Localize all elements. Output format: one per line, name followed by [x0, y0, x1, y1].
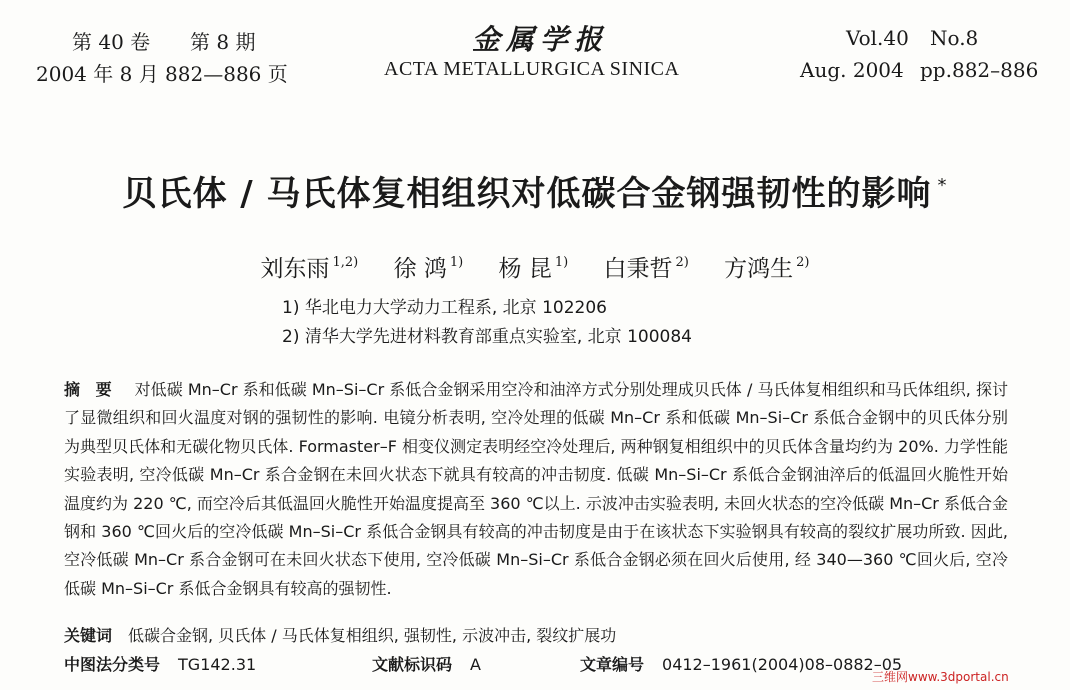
author-affiliation-mark: 1,2) — [332, 255, 359, 270]
author-5 — [724, 256, 809, 282]
pages-en: pp.882–886 — [920, 58, 1039, 82]
abstract-label: 摘 要 — [64, 380, 117, 399]
title-footnote-mark: * — [937, 175, 948, 196]
volume-cn: 第 40 卷 — [72, 30, 151, 54]
journal-title-en: ACTA METALLURGICA SINICA — [384, 58, 680, 80]
date-en: Aug. 2004 — [800, 58, 904, 82]
keywords-label: 关键词 — [64, 626, 113, 645]
clc-value: TG142.31 — [178, 655, 257, 674]
author-name: 方鸿生 — [724, 256, 794, 282]
author-list — [0, 250, 1070, 283]
affiliation-2: 2) 清华大学先进材料教育部重点实验室, 北京 100084 — [282, 327, 692, 347]
keywords — [64, 623, 616, 646]
date-pages-cn: 2004 年 8 月 882—886 页 — [36, 62, 288, 86]
document-code — [372, 652, 481, 675]
journal-title-cn: 金属学报 — [472, 23, 609, 56]
author-2 — [394, 256, 464, 282]
article-number — [580, 652, 902, 675]
author-4 — [604, 256, 689, 282]
author-name: 刘东雨 — [260, 256, 330, 282]
author-name: 白秉哲 — [603, 256, 673, 282]
abstract — [64, 376, 1008, 603]
author-name: 徐 鸿 — [393, 256, 447, 282]
author-affiliation-mark: 1) — [449, 255, 464, 270]
paper-title — [0, 166, 1070, 215]
issue-en: No.8 — [930, 26, 979, 50]
author-affiliation-mark: 2) — [796, 255, 810, 270]
clc-number — [64, 652, 256, 675]
author-name: 杨 昆 — [498, 256, 552, 282]
abstract-text: 对低碳 Mn–Cr 系和低碳 Mn–Si–Cr 系低合金钢采用空冷和油淬方式分别处理成贝氏体 / 马氏体复相组织和马氏体组织, 探讨了显微组织和回火温度对钢的强韧性的影响. 电镜分析表明, 空冷处理的低碳 Mn–Cr 系和低碳 Mn–Si–Cr 系低合金钢中的贝氏体分别为典型贝氏体和无碳化物贝氏体. Formaster–F 相变仪测定表明经空冷处理后, 两种钢复相组织中的贝氏体含量均约为 20%. 力学性能实验表明, 空冷低碳 Mn–Cr 系合金钢在未回火状态下就具有较高的冲击韧度. 低碳 Mn–Si–Cr 系低合金钢油淬后的低温回火脆性开始温度约为 220 ℃, 而空冷后其低温回火脆性开始温度提高至 360 ℃以上. 示波冲击实验表明, 未回火状态的空冷低碳 Mn–Cr 系低合金钢和 360 ℃回火后的空冷低碳 Mn–Si–Cr 系低合金钢具有较高的冲击韧度是由于在该状态下实验钢具有较高的裂纹扩展功所致. 因此, 空冷低碳 Mn–Cr 系合金钢可在未回火状态下使用, 空冷低碳 Mn–Si–Cr 系低合金钢必须在回火后使用, 经 340—360 ℃回火后, 空冷低碳 Mn–Si–Cr 系低合金钢具有较高的强韧性. — [64, 380, 1008, 598]
author-affiliation-mark: 1) — [554, 255, 569, 270]
issue-cn: 第 8 期 — [190, 30, 256, 54]
watermark: 三维网www.3dportal.cn — [872, 670, 1009, 684]
article-value: 0412–1961(2004)08–0882–05 — [662, 655, 903, 674]
author-1 — [261, 256, 359, 282]
volume-en: Vol.40 — [846, 26, 909, 50]
doc-label: 文献标识码 — [372, 655, 453, 674]
author-3 — [499, 256, 569, 282]
paper-title-text: 贝氏体 / 马氏体复相组织对低碳合金钢强韧性的影响 — [122, 174, 932, 214]
article-label: 文章编号 — [580, 655, 645, 674]
keywords-text: 低碳合金钢, 贝氏体 / 马氏体复相组织, 强韧性, 示波冲击, 裂纹扩展功 — [128, 626, 617, 645]
author-affiliation-mark: 2) — [675, 255, 689, 270]
clc-label: 中图法分类号 — [64, 655, 161, 674]
affiliation-1: 1) 华北电力大学动力工程系, 北京 102206 — [282, 298, 607, 318]
doc-value: A — [470, 655, 481, 674]
